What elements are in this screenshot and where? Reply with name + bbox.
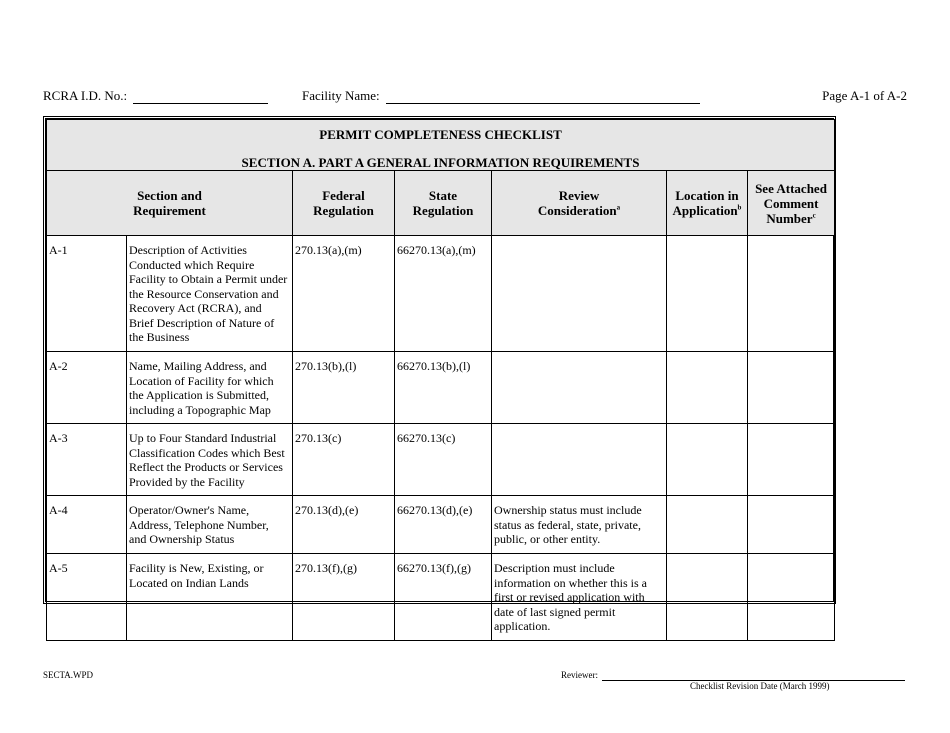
row-comment-number[interactable] xyxy=(748,554,835,641)
row-federal-regulation: 270.13(d),(e) xyxy=(293,496,395,554)
row-review-consideration xyxy=(492,236,667,352)
row-id: A-3 xyxy=(47,424,127,496)
col-header-location: Location in Application$^b$ xyxy=(667,171,748,236)
col-header-review: Review Consideration$^a$ xyxy=(492,171,667,236)
row-comment-number[interactable] xyxy=(748,236,835,352)
row-comment-number[interactable] xyxy=(748,424,835,496)
col-header-comment: See Attached Comment Number$^c$ xyxy=(748,171,835,236)
table-row xyxy=(47,236,835,352)
checklist-title-block xyxy=(47,120,835,171)
row-federal-regulation: 270.13(f),(g) xyxy=(293,554,395,641)
facility-name-blank xyxy=(386,91,700,104)
row-state-regulation: 66270.13(a),(m) xyxy=(395,236,492,352)
col-header-state: State Regulation xyxy=(395,171,492,236)
col-header-section: Section and Requirement xyxy=(47,171,293,236)
table-row xyxy=(47,352,835,424)
row-id: A-5 xyxy=(47,554,127,641)
section-title: SECTION A. PART A GENERAL INFORMATION REQUIREMENTS xyxy=(241,154,640,170)
revision-date: Checklist Revision Date (March 1999) xyxy=(690,681,830,691)
row-review-consideration xyxy=(492,352,667,424)
row-federal-regulation: 270.13(b),(l) xyxy=(293,352,395,424)
row-location-in-application[interactable] xyxy=(667,352,748,424)
checklist-table xyxy=(46,119,835,641)
row-requirement: Name, Mailing Address, and Location of Facility for which the Application is Submitted, including a Topographic Map xyxy=(127,352,293,424)
row-location-in-application[interactable] xyxy=(667,236,748,352)
row-id: A-2 xyxy=(47,352,127,424)
row-location-in-application[interactable] xyxy=(667,496,748,554)
row-requirement: Up to Four Standard Industrial Classification Codes which Best Reflect the Products or Services Provided by the Facility xyxy=(127,424,293,496)
row-review-consideration: Description must include information on whether this is a first or revised application with date of last signed permit application. xyxy=(492,554,667,641)
row-id: A-1 xyxy=(47,236,127,352)
row-requirement: Description of Activities Conducted which Require Facility to Obtain a Permit under the Resource Conservation and Recovery Act (RCRA), and Brief Description of Nature of the Business xyxy=(127,236,293,352)
facility-name-label: Facility Name: xyxy=(302,88,380,103)
reviewer-blank xyxy=(602,672,905,681)
row-requirement: Operator/Owner's Name, Address, Telephone Number, and Ownership Status xyxy=(127,496,293,554)
row-location-in-application[interactable] xyxy=(667,554,748,641)
col-header-federal: Federal Regulation xyxy=(293,171,395,236)
table-row xyxy=(47,424,835,496)
rcra-id-label: RCRA I.D. No.: xyxy=(43,88,128,103)
rcra-id-field xyxy=(43,88,268,104)
row-requirement: Facility is New, Existing, or Located on Indian Lands xyxy=(127,554,293,641)
row-state-regulation: 66270.13(d),(e) xyxy=(395,496,492,554)
row-location-in-application[interactable] xyxy=(667,424,748,496)
row-comment-number[interactable] xyxy=(748,352,835,424)
row-federal-regulation: 270.13(c) xyxy=(293,424,395,496)
row-federal-regulation: 270.13(a),(m) xyxy=(293,236,395,352)
row-id: A-4 xyxy=(47,496,127,554)
table-row xyxy=(47,496,835,554)
row-comment-number[interactable] xyxy=(748,496,835,554)
file-name: SECTA.WPD xyxy=(43,670,94,680)
table-row xyxy=(47,554,835,641)
rcra-id-blank xyxy=(133,91,268,104)
reviewer-field xyxy=(561,670,905,681)
row-state-regulation: 66270.13(c) xyxy=(395,424,492,496)
row-state-regulation: 66270.13(b),(l) xyxy=(395,352,492,424)
reviewer-label: Reviewer: xyxy=(561,670,598,680)
facility-name-field xyxy=(302,88,700,104)
column-header-row xyxy=(47,171,835,236)
row-review-consideration: Ownership status must include status as federal, state, private, public, or other entity. xyxy=(492,496,667,554)
checklist-title: PERMIT COMPLETENESS CHECKLIST xyxy=(319,127,562,142)
row-review-consideration xyxy=(492,424,667,496)
row-state-regulation: 66270.13(f),(g) xyxy=(395,554,492,641)
page-number: Page A-1 of A-2 xyxy=(822,88,907,103)
